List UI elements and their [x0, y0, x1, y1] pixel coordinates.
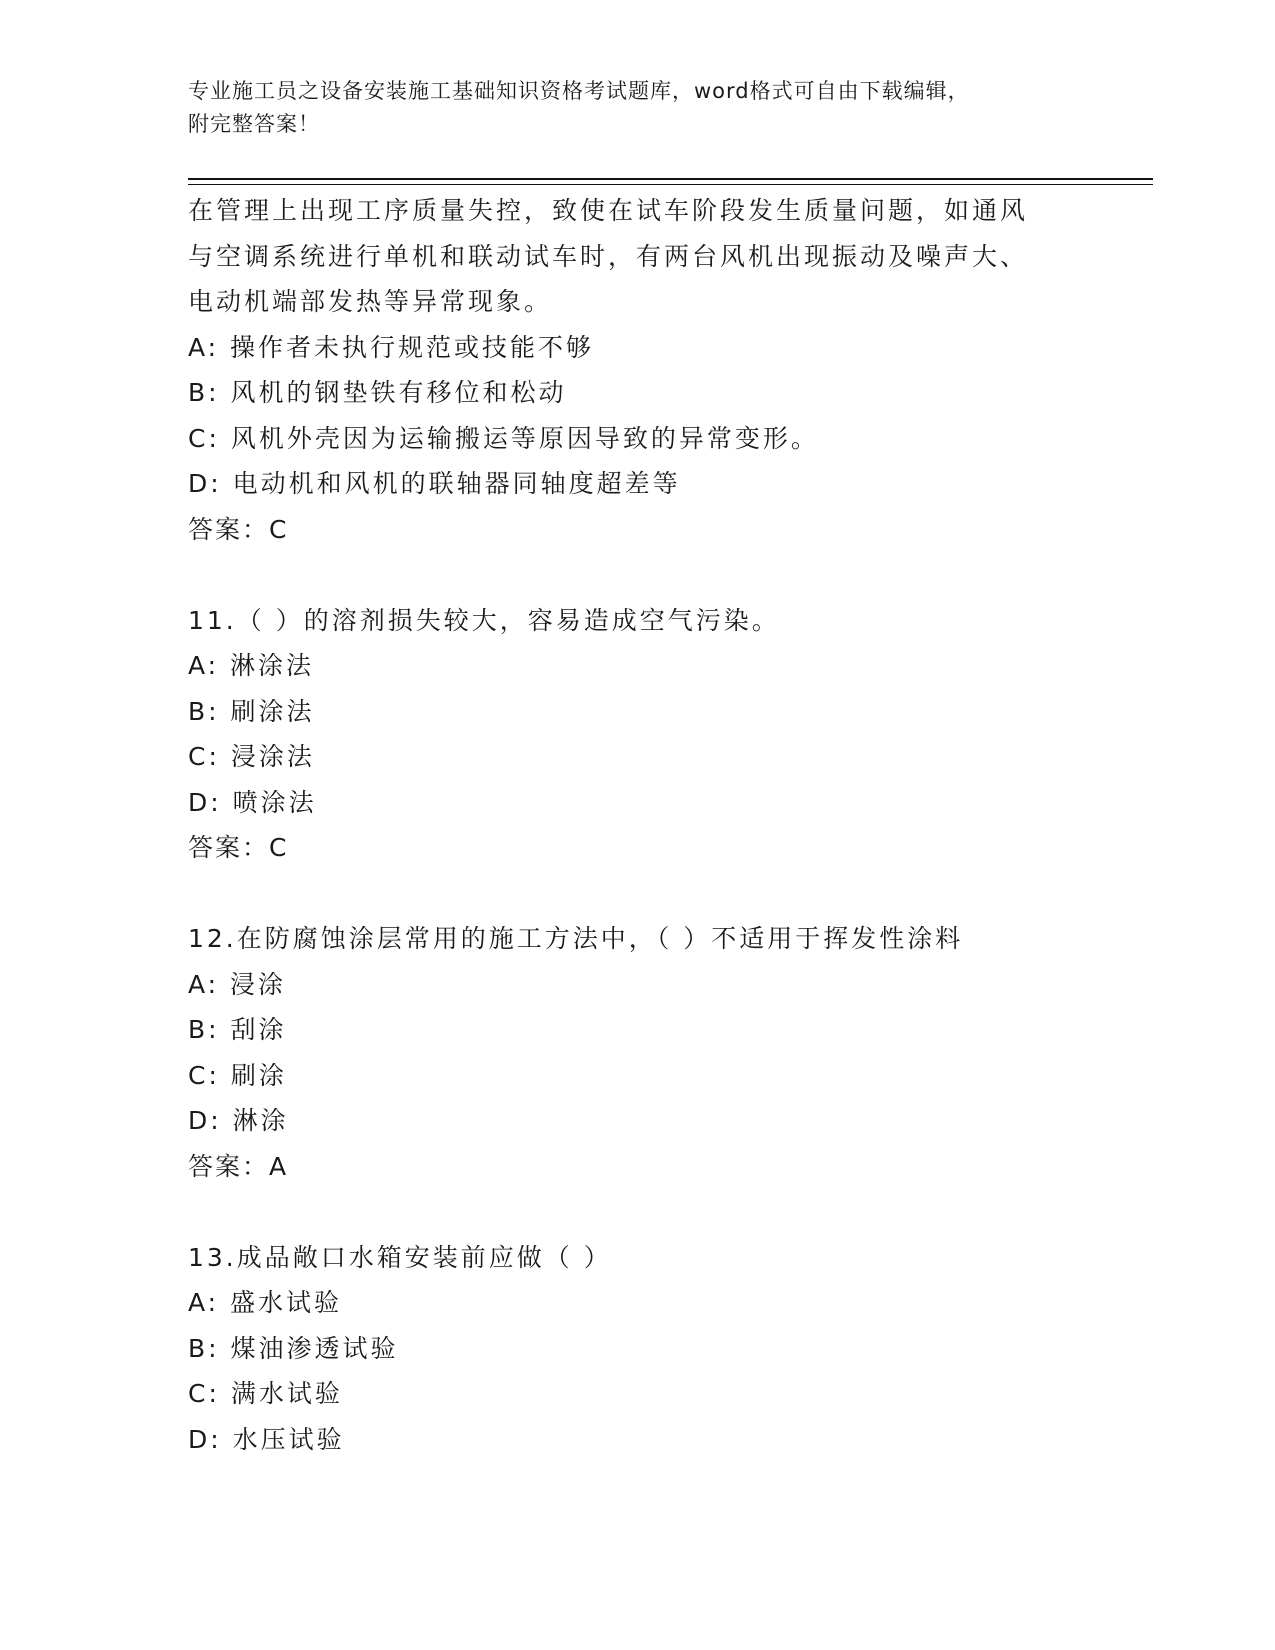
answer-label: 答案：C [188, 514, 289, 544]
option-b: B: 刮涂 [188, 1015, 287, 1044]
question-11 [188, 598, 1088, 871]
option-a: A: 盛水试验 [188, 1288, 343, 1317]
header-divider-thick [188, 178, 1153, 180]
question-12 [188, 916, 1088, 1189]
question-10 [188, 188, 1088, 552]
question-stem-line: 与空调系统进行单机和联动试车时，有两台风机出现振动及噪声大、 [188, 241, 1029, 271]
question-gap [188, 1189, 1088, 1235]
header-divider-thin [188, 184, 1153, 185]
question-stem: 13.成品敞口水箱安装前应做（ ） [188, 1242, 612, 1272]
option-b: B: 风机的钢垫铁有移位和松动 [188, 378, 567, 407]
question-stem-line: 在管理上出现工序质量失控，致使在试车阶段发生质量问题，如通风 [188, 196, 1029, 225]
option-c: C: 刷涂 [188, 1060, 287, 1090]
option-b: B: 煤油渗透试验 [188, 1333, 399, 1363]
answer-label: 答案：C [188, 833, 289, 862]
option-a: A: 淋涂法 [188, 651, 315, 680]
option-d: D: 水压试验 [188, 1424, 345, 1454]
option-d: D: 喷涂法 [188, 787, 317, 817]
question-stem: 12.在防腐蚀涂层常用的施工方法中，（ ）不适用于挥发性涂料 [188, 924, 964, 953]
option-c: C: 浸涂法 [188, 742, 315, 771]
option-d: D: 电动机和风机的联轴器同轴度超差等 [188, 469, 681, 498]
question-13 [188, 1235, 1088, 1463]
option-b: B: 刷涂法 [188, 696, 315, 726]
document-header [188, 75, 1088, 141]
header-line-2: 附完整答案！ [188, 112, 320, 136]
option-c: C: 风机外壳因为运输搬运等原因导致的异常变形。 [188, 423, 819, 453]
question-content [188, 188, 1088, 1462]
question-stem-line: 电动机端部发热等异常现象。 [188, 287, 553, 316]
question-gap [188, 871, 1088, 917]
option-a: A: 操作者未执行规范或技能不够 [188, 332, 595, 362]
answer-label: 答案：A [188, 1151, 289, 1181]
option-c: C: 满水试验 [188, 1379, 343, 1408]
question-gap [188, 552, 1088, 598]
option-d: D: 淋涂 [188, 1106, 289, 1135]
question-stem: 11.（ ）的溶剂损失较大，容易造成空气污染。 [188, 605, 780, 635]
header-line-1: 专业施工员之设备安装施工基础知识资格考试题库，word格式可自由下载编辑， [188, 79, 970, 103]
option-a: A: 浸涂 [188, 969, 287, 999]
